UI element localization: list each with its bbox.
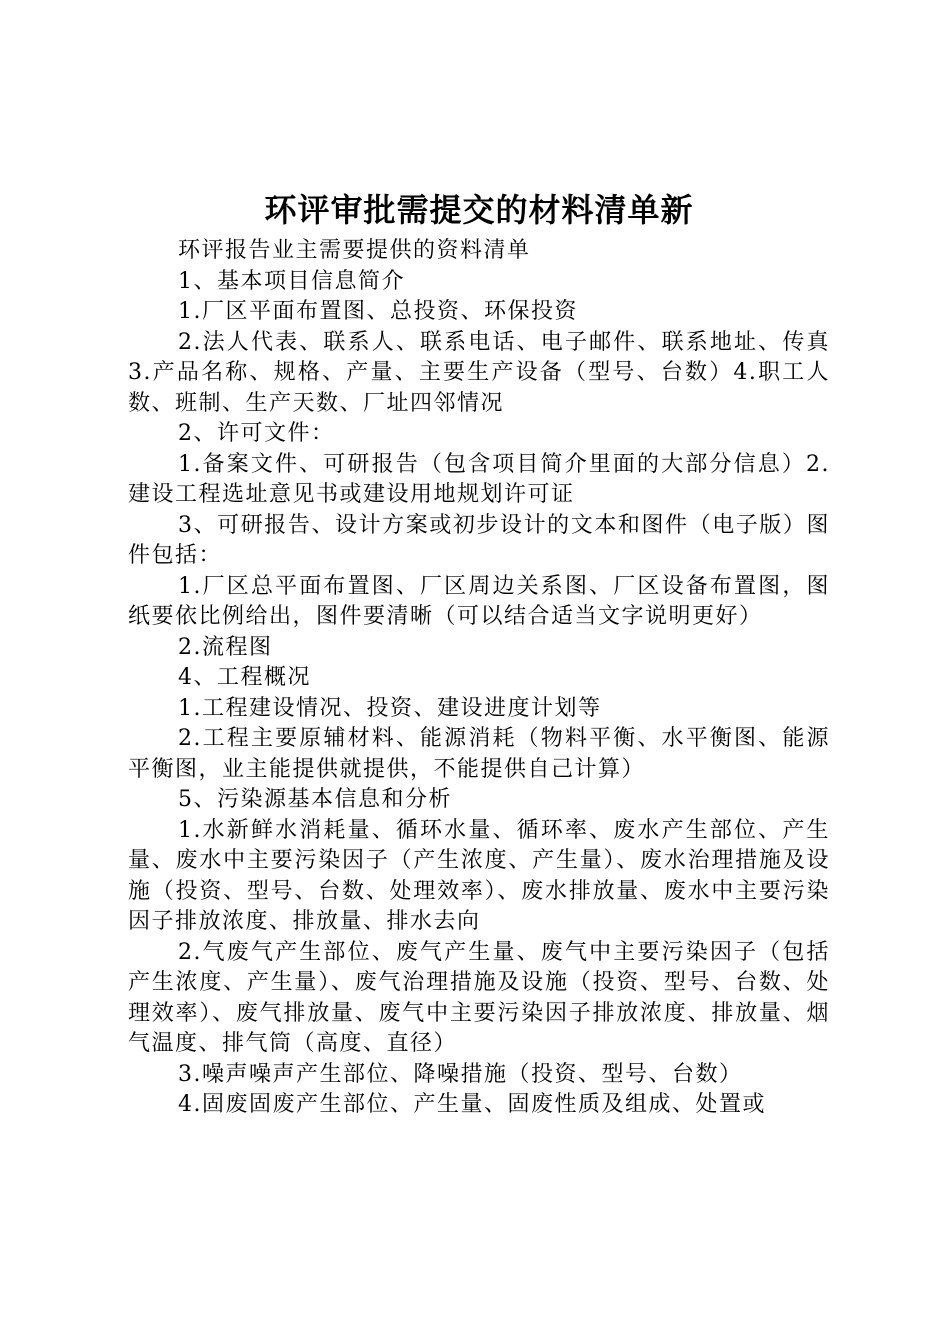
section-1-item-2: 2.法人代表、联系人、联系电话、电子邮件、联系地址、传真3.产品名称、规格、产量、主要生产设备（型号、台数）4.职工人数、班制、生产天数、厂址四邻情况 xyxy=(128,329,830,416)
section-5-heading: 5、污染源基本信息和分析 xyxy=(178,787,452,812)
section-2-heading: 2、许可文件： xyxy=(178,421,335,446)
section-1-item-1: 1.厂区平面布置图、总投资、环保投资 xyxy=(178,299,578,324)
section-4-item-1: 1.工程建设情况、投资、建设进度计划等 xyxy=(178,695,602,721)
section-5-item-solid-waste: 4.固废固废产生部位、产生量、固废性质及组成、处置或 xyxy=(178,1092,766,1117)
section-5-item-air: 2.气废气产生部位、废气产生量、废气中主要污染因子（包括产生浓度、产生量）、废气治理措施及设施（投资、型号、台数、处理效率）、废气排放量、废气中主要污染因子排放浓度、排放量、烟气温度、排气筒（高度、直径） xyxy=(128,939,830,1056)
section-3-item-1: 1.厂区总平面布置图、厂区周边关系图、厂区设备布置图，图纸要依比例给出，图件要清晰（可以结合适当文字说明更好） xyxy=(128,573,830,629)
section-1-heading: 1、基本项目信息简介 xyxy=(178,268,405,294)
intro-line: 环评报告业主需要提供的资料清单 xyxy=(178,238,531,263)
section-5-item-water: 1.水新鲜水消耗量、循环水量、循环率、废水产生部位、产生量、废水中主要污染因子（产生浓度、产生量）、废水治理措施及设施（投资、型号、台数、处理效率）、废水排放量、废水中主要污染因子排放浓度、排放量、排水去向 xyxy=(128,817,830,934)
section-4-item-2: 2.工程主要原辅材料、能源消耗（物料平衡、水平衡图、能源平衡图，业主能提供就提供，不能提供自己计算） xyxy=(128,726,830,782)
section-3-item-2: 2.流程图 xyxy=(178,634,273,660)
section-3-heading: 3、可研报告、设计方案或初步设计的文本和图件（电子版）图件包括： xyxy=(128,512,830,568)
document-page xyxy=(128,190,830,1121)
document-title: 环评审批需提交的材料清单新 xyxy=(264,191,694,229)
section-4-heading: 4、工程概况 xyxy=(178,665,311,690)
section-2-item-1: 1.备案文件、可研报告（包含项目简介里面的大部分信息）2.建设工程选址意见书或建设用地规划许可证 xyxy=(128,451,830,507)
section-5-item-noise: 3.噪声噪声产生部位、降噪措施（投资、型号、台数） xyxy=(178,1061,743,1087)
